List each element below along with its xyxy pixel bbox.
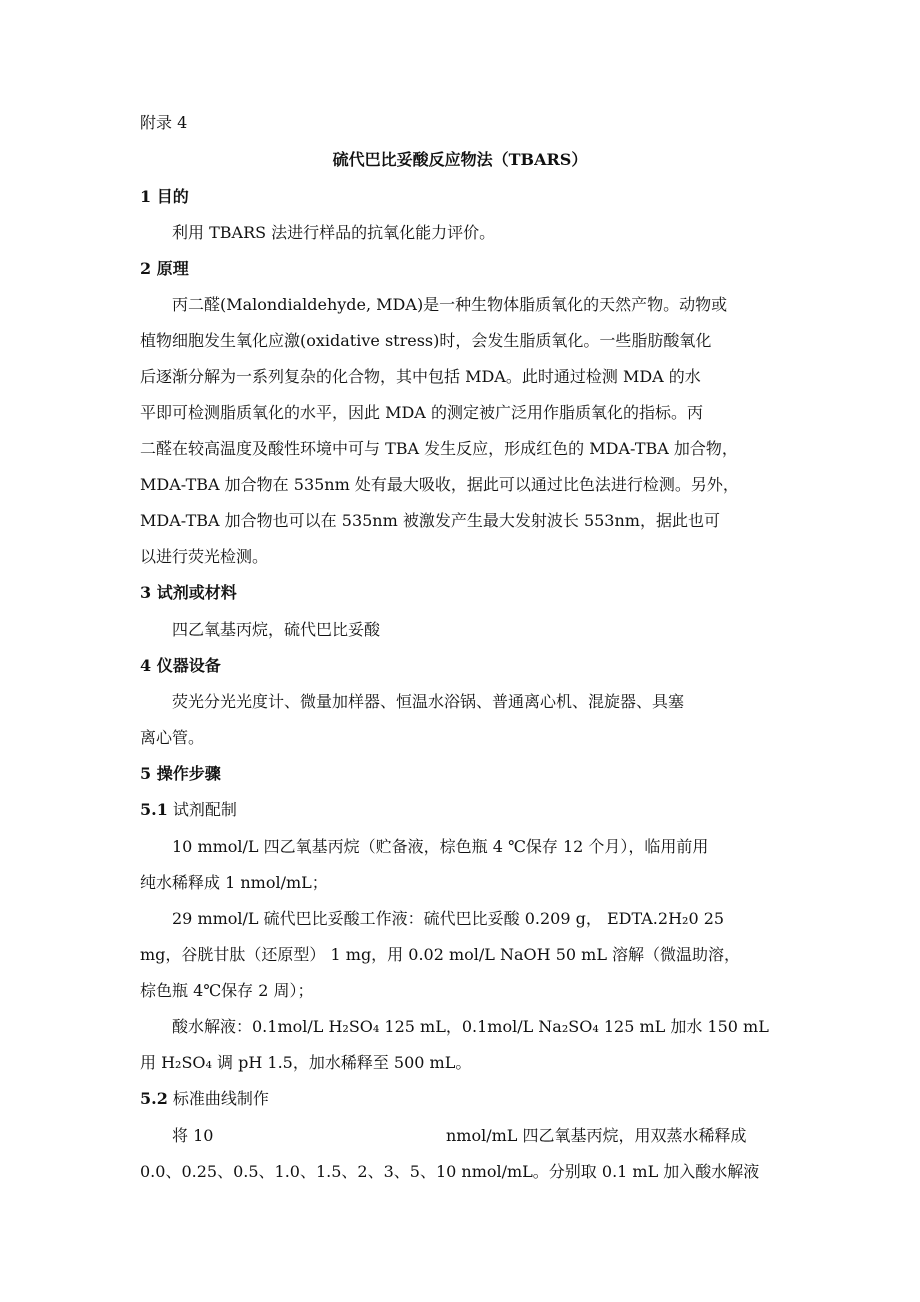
reagent-2-line: 29 mmol/L 硫代巴比妥酸工作液：硫代巴比妥酸 0.209 g， EDTA.2H₂0 25	[172, 909, 725, 928]
section-2-line: MDA-TBA 加合物也可以在 535nm 被激发产生最大发射波长 553nm，据此也可	[140, 511, 720, 530]
section-2-line: 植物细胞发生氧化应激(oxidative stress)时，会发生脂质氧化。一些脂肪酸氧化	[140, 331, 712, 350]
section-2-line: 以进行荧光检测。	[140, 547, 269, 566]
section-1-heading: 1 目的	[140, 187, 189, 206]
subsection-5-1-heading	[140, 799, 790, 821]
subsection-5-1-number: 5.1	[140, 800, 168, 819]
section-4-heading: 4 仪器设备	[140, 656, 221, 675]
subsection-5-2-label: 标准曲线制作	[167, 1089, 269, 1108]
section-2-heading: 2 原理	[140, 259, 189, 278]
section-3-body: 四乙氧基丙烷，硫代巴比妥酸	[172, 620, 381, 639]
section-2-line: 平即可检测脂质氧化的水平，因此 MDA 的测定被广泛用作脂质氧化的指标。丙	[140, 403, 703, 422]
standard-curve-line-start: 将 10	[172, 1126, 214, 1145]
section-2-line: 后逐渐分解为一系列复杂的化合物，其中包括 MDA。此时通过检测 MDA 的水	[140, 367, 701, 386]
section-2-line: MDA-TBA 加合物在 535nm 处有最大吸收，据此可以通过比色法进行检测。另外，	[140, 475, 739, 494]
document-title: 硫代巴比妥酸反应物法（TBARS）	[332, 150, 588, 169]
section-3-heading: 3 试剂或材料	[140, 583, 237, 602]
section-4-line: 离心管。	[140, 728, 205, 747]
section-2-line: 丙二醛(Malondialdehyde, MDA)是一种生物体脂质氧化的天然产物。动物或	[172, 295, 728, 314]
reagent-2-line: 棕色瓶 4℃保存 2 周）；	[140, 981, 314, 1000]
subsection-5-2-number: 5.2	[140, 1089, 168, 1108]
standard-curve-line: 0.0、0.25、0.5、1.0、1.5、2、3、5、10 nmol/mL。分别取 0.1 mL 加入酸水解液	[140, 1162, 760, 1181]
section-1-body: 利用 TBARS 法进行样品的抗氧化能力评价。	[172, 223, 496, 242]
reagent-2-line: mg，谷胱甘肽（还原型） 1 mg，用 0.02 mol/L NaOH 50 mL 溶解（微温助溶，	[140, 945, 741, 964]
subsection-5-2-heading	[140, 1088, 790, 1110]
section-2-line: 二醛在较高温度及酸性环境中可与 TBA 发生反应，形成红色的 MDA-TBA 加合物，	[140, 439, 738, 458]
reagent-1-line: 纯水稀释成 1 nmol/mL；	[140, 873, 328, 892]
reagent-3-line: 酸水解液：0.1mol/L H₂SO₄ 125 mL，0.1mol/L Na₂SO₄ 125 mL 加水 150 mL	[172, 1017, 769, 1036]
standard-curve-line-end: nmol/mL 四乙氧基丙烷，用双蒸水稀释成	[446, 1126, 747, 1145]
subsection-5-1-label: 试剂配制	[167, 800, 237, 819]
appendix-label: 附录 4	[140, 113, 188, 132]
reagent-3-line: 用 H₂SO₄ 调 pH 1.5，加水稀释至 500 mL。	[140, 1053, 472, 1072]
reagent-1-line: 10 mmol/L 四乙氧基丙烷（贮备液，棕色瓶 4 ℃保存 12 个月），临用前用	[172, 837, 709, 856]
section-4-line: 荧光分光光度计、微量加样器、恒温水浴锅、普通离心机、混旋器、具塞	[172, 692, 685, 711]
section-5-heading: 5 操作步骤	[140, 764, 221, 783]
